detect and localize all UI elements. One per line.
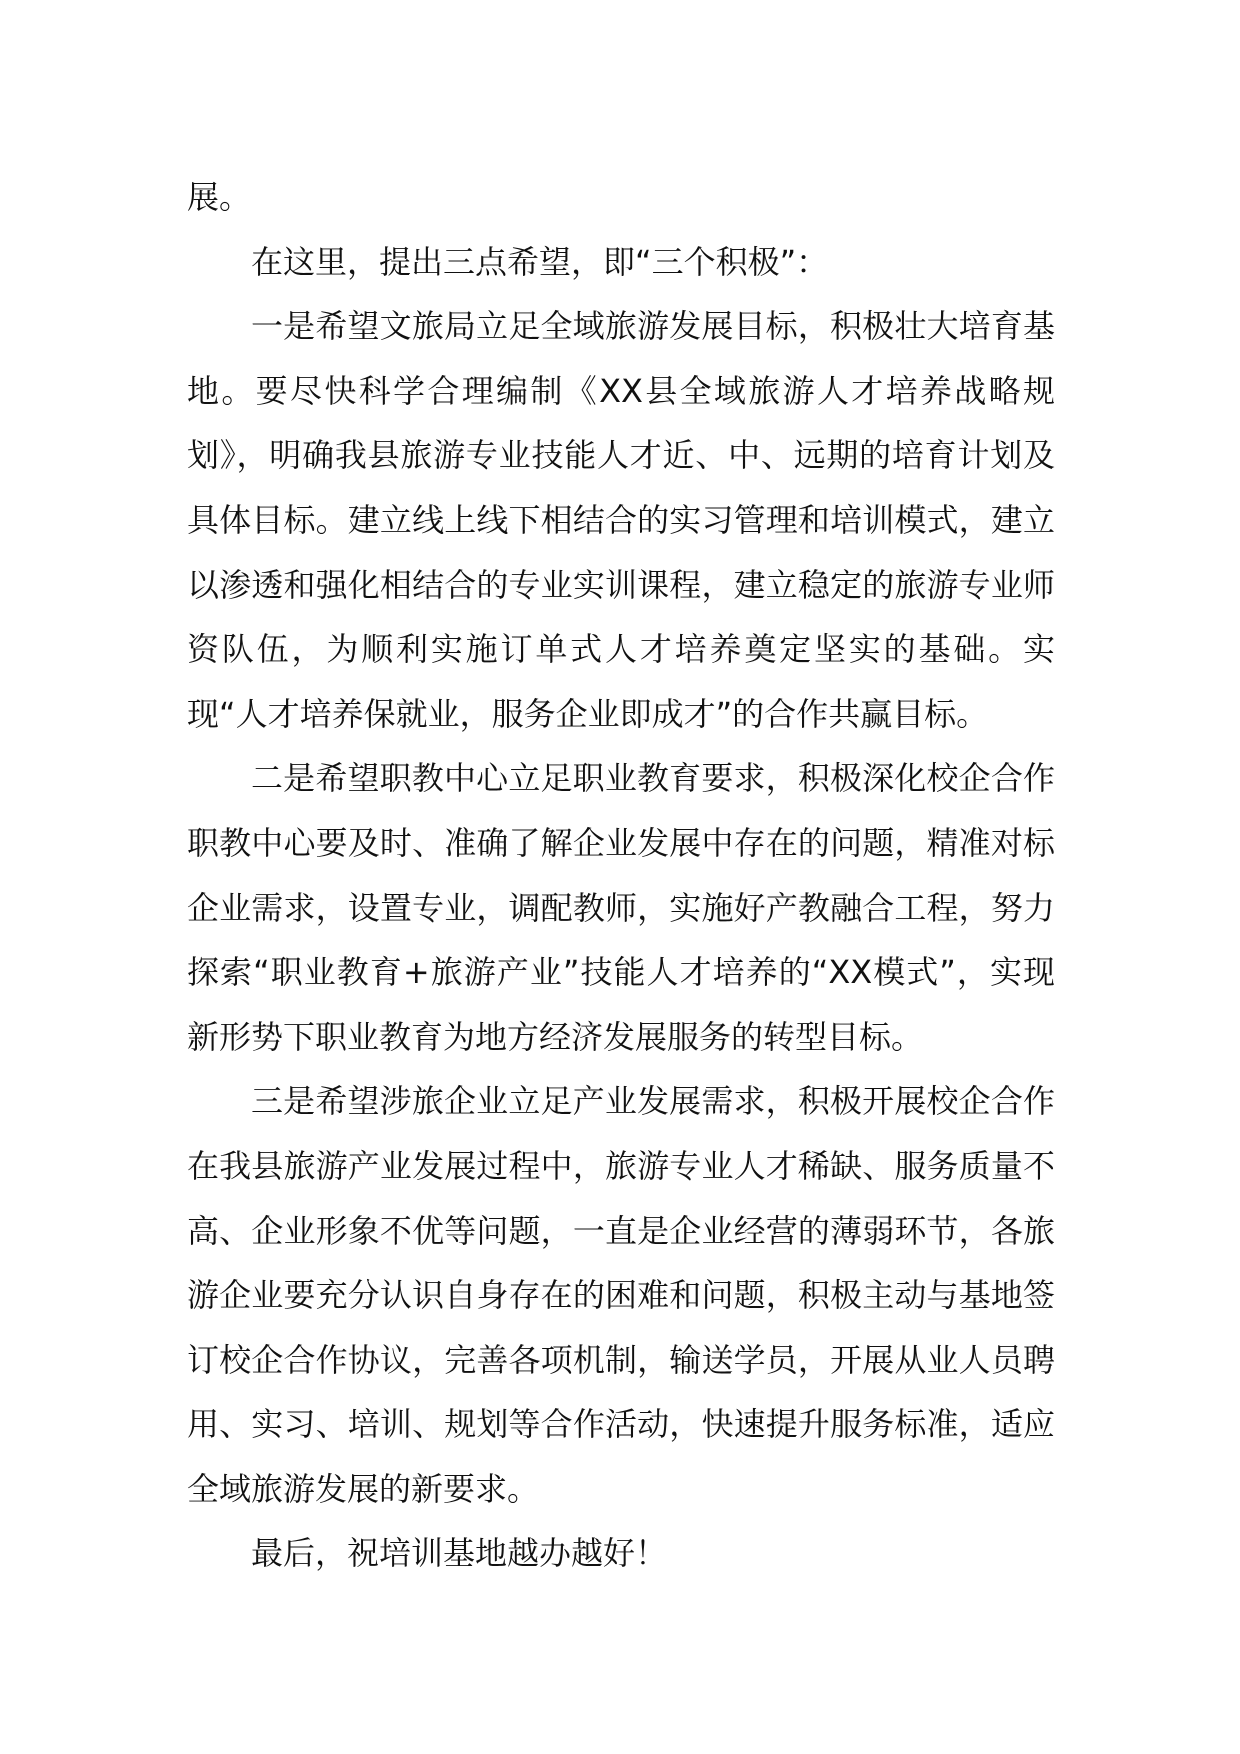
paragraph-continuation: 展。 (187, 178, 252, 216)
paragraph-closing: 最后，祝培训基地越办越好！ (251, 1534, 668, 1573)
paragraph-hope-two: 二是希望职教中心立足职业教育要求，积极深化校企合作职教中心要及时、准确了解企业发展中存在的问题，精准对标企业需求，设置专业，调配教师，实施好产教融合工程，努力探索“职业教育+旅游产业”技能人才培养的“XX模式”，实现新形势下职业教育为地方经济发展服务的转型目标。 (187, 759, 1055, 1056)
document-body (187, 165, 1055, 1586)
paragraph-hope-one: 一是希望文旅局立足全域旅游发展目标，积极壮大培育基地。要尽快科学合理编制《XX县全域旅游人才培养战略规划》，明确我县旅游专业技能人才近、中、远期的培育计划及具体目标。建立线上线下相结合的实习管理和培训模式，建立以渗透和强化相结合的专业实训课程，建立稳定的旅游专业师资队伍，为顺利实施订单式人才培养奠定坚实的基础。实现“人才培养保就业，服务企业即成才”的合作共赢目标。 (187, 307, 1055, 733)
paragraph-intro: 在这里，提出三点希望，即“三个积极”： (251, 242, 829, 281)
paragraph-hope-three: 三是希望涉旅企业立足产业发展需求，积极开展校企合作在我县旅游产业发展过程中，旅游专业人才稀缺、服务质量不高、企业形象不优等问题，一直是企业经营的薄弱环节，各旅游企业要充分认识自身存在的困难和问题，积极主动与基地签订校企合作协议，完善各项机制，输送学员，开展从业人员聘用、实习、培训、规划等合作活动，快速提升服务标准，适应全域旅游发展的新要求。 (187, 1082, 1055, 1508)
